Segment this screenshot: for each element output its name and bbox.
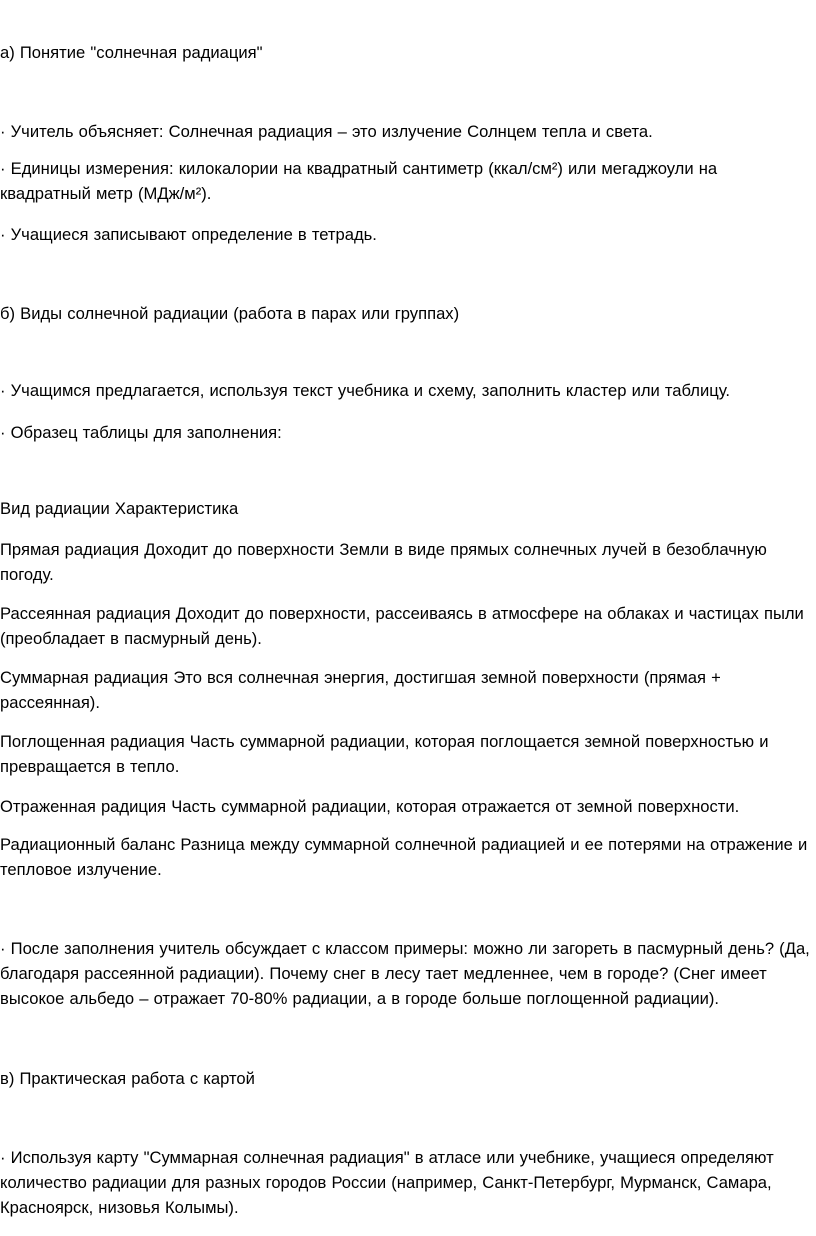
section-a-heading: а) Понятие "солнечная радиация" (0, 43, 263, 62)
section-c-bullet-map: · Используя карту "Суммарная солнечная радиация" в атласе или учебнике, учащиеся определяют количество радиации для разных городов России (например, Санкт-Петербург, Мурманск, Самара, Красноярск, низовья Колымы). (0, 1148, 774, 1217)
section-b-discussion: · После заполнения учитель обсуждает с классом примеры: можно ли загореть в пасмурный день? (Да, благодаря рассеянной радиации). Почему снег в лесу тает медленнее, чем в городе? (Снег имеет высокое альбедо – отражает 70-80% радиации, а в городе больше поглощенной радиации). (0, 939, 810, 1008)
section-b-bullet-task: · Учащимся предлагается, используя текст учебника и схему, заполнить кластер или таблицу. (0, 381, 730, 400)
section-c-heading: в) Практическая работа с картой (0, 1069, 255, 1088)
table-row-total: Суммарная радиация Это вся солнечная энергия, достигшая земной поверхности (прямая + рассеянная). (0, 668, 721, 712)
section-a-bullet-notebook: · Учащиеся записывают определение в тетрадь. (0, 225, 377, 244)
table-row-scattered: Рассеянная радиация Доходит до поверхности, рассеиваясь в атмосфере на облаках и частицах пыли (преобладает в пасмурный день). (0, 604, 804, 648)
table-header: Вид радиации Характеристика (0, 499, 239, 518)
table-row-direct: Прямая радиация Доходит до поверхности Земли в виде прямых солнечных лучей в безоблачную погоду. (0, 540, 767, 584)
section-b-heading: б) Виды солнечной радиации (работа в парах или группах) (0, 304, 460, 323)
table-row-reflected: Отраженная радиция Часть суммарной радиации, которая отражается от земной поверхности. (0, 797, 740, 816)
section-a-bullet-definition: · Учитель объясняет: Солнечная радиация – это излучение Солнцем тепла и света. (0, 122, 653, 141)
table-row-balance: Радиационный баланс Разница между суммарной солнечной радиацией и ее потерями на отражение и тепловое излучение. (0, 835, 808, 879)
section-a-bullet-units: · Единицы измерения: килокалории на квадратный сантиметр (ккал/см²) или мегаджоули на квадратный метр (МДж/м²). (0, 159, 718, 203)
table-row-absorbed: Поглощенная радиация Часть суммарной радиации, которая поглощается земной поверхностью и превращается в тепло. (0, 732, 769, 776)
section-b-bullet-table-intro: · Образец таблицы для заполнения: (0, 423, 282, 442)
